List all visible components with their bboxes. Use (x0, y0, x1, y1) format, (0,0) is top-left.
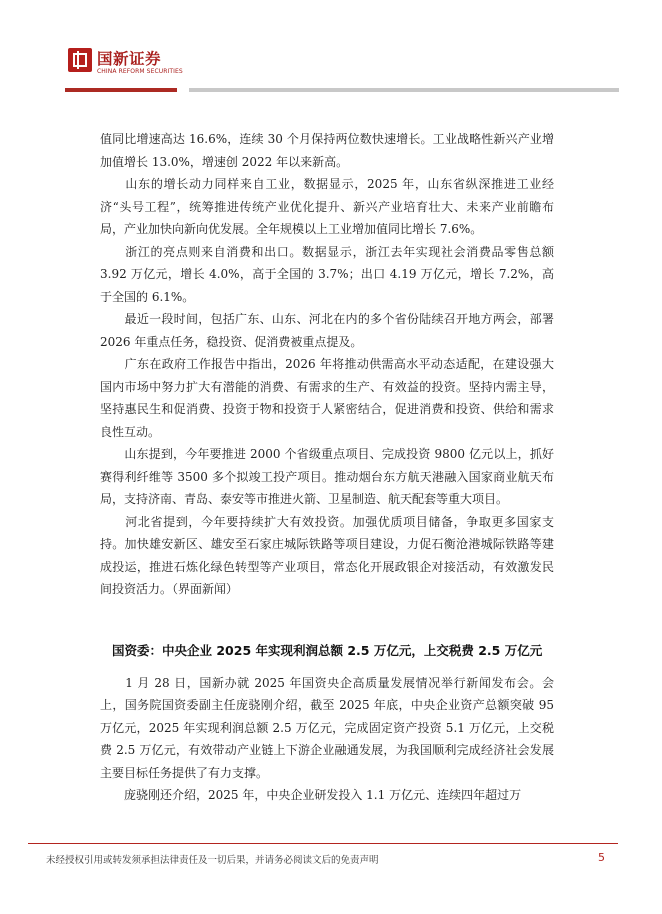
paragraph: 山东的增长动力同样来自工业，数据显示，2025 年，山东省纵深推进工业经济“头号工程”，统筹推进传统产业优化提升、新兴产业培育壮大、未来产业前瞻布局，产业加快向新向优发展。全年规模以上工业增加值同比增长 7.6%。 (100, 177, 554, 236)
header-rule-red (65, 88, 177, 92)
section-title: 国资委：中央企业 2025 年实现利润总额 2.5 万亿元，上交税费 2.5 万亿元 (112, 642, 543, 658)
paragraph: 河北省提到，今年要持续扩大有效投资。加强优质项目储备，争取更多国家支持。加快雄安新区、雄安至石家庄城际铁路等项目建设，力促石衡沧港城际铁路等建成投运，推进石炼化绿色转型等产业项目，常态化开展政银企对接活动，有效激发民间投资活力。（界面新闻） (100, 514, 554, 596)
company-name-en: CHINA REFORM SECURITIES (97, 68, 183, 75)
page-header (0, 0, 662, 100)
paragraph: 最近一段时间，包括广东、山东、河北在内的多个省份陆续召开地方两会，部署 2026 年重点任务，稳投资、促消费被重点提及。 (100, 312, 554, 349)
footer-rule (28, 843, 618, 844)
paragraph: 庞骁刚还介绍，2025 年，中央企业研发投入 1.1 万亿元、连续四年超过万 (100, 788, 522, 802)
paragraph: 山东提到，今年要推进 2000 个省级重点项目、完成投资 9800 亿元以上，抓好赛得利纤维等 3500 多个拟竣工投产项目。推动烟台东方航天港融入国家商业航天布局，支持济南、青岛、泰安等市推进火箭、卫星制造、航天配套等重大项目。 (100, 447, 554, 506)
paragraph: 1 月 28 日，国新办就 2025 年国资央企高质量发展情况举行新闻发布会。会上，国务院国资委副主任庞骁刚介绍，截至 2025 年底，中央企业资产总额突破 95 万亿元，2025 年实现利润总额 2.5 万亿元，完成固定资产投资 5.1 万亿元，上交税费 2.5 万亿元，有效带动产业链上下游企业融通发展，为我国顺利完成经济社会发展主要目标任务提供了有力支撑。 (100, 675, 554, 780)
paragraph: 广东在政府工作报告中指出，2026 年将推动供需高水平动态适配，在建设强大国内市场中努力扩大有潜能的消费、有需求的生产、有效益的投资。坚持内需主导，坚持惠民生和促消费、投资于物和投资于人紧密结合，促进消费和投资、供给和需求良性互动。 (100, 357, 554, 439)
footer-disclaimer: 未经授权引用或转发须承担法律责任及一切后果，并请务必阅读文后的免责声明 (46, 855, 379, 866)
paragraph: 值同比增速高达 16.6%，连续 30 个月保持两位数快速增长。工业战略性新兴产业增加值增长 13.0%，增速创 2022 年以来新高。 (100, 132, 554, 169)
page-number: 5 (598, 851, 605, 864)
company-logo-icon (68, 48, 92, 72)
company-name: 国新证券 (97, 50, 162, 68)
paragraph: 浙江的亮点则来自消费和出口。数据显示，浙江去年实现社会消费品零售总额 3.92 万亿元，增长 4.0%，高于全国的 3.7%；出口 4.19 万亿元，增长 7.2%，高于全国的 6.1%。 (100, 244, 554, 304)
article-body (100, 128, 554, 807)
header-rule-gray (189, 88, 619, 92)
